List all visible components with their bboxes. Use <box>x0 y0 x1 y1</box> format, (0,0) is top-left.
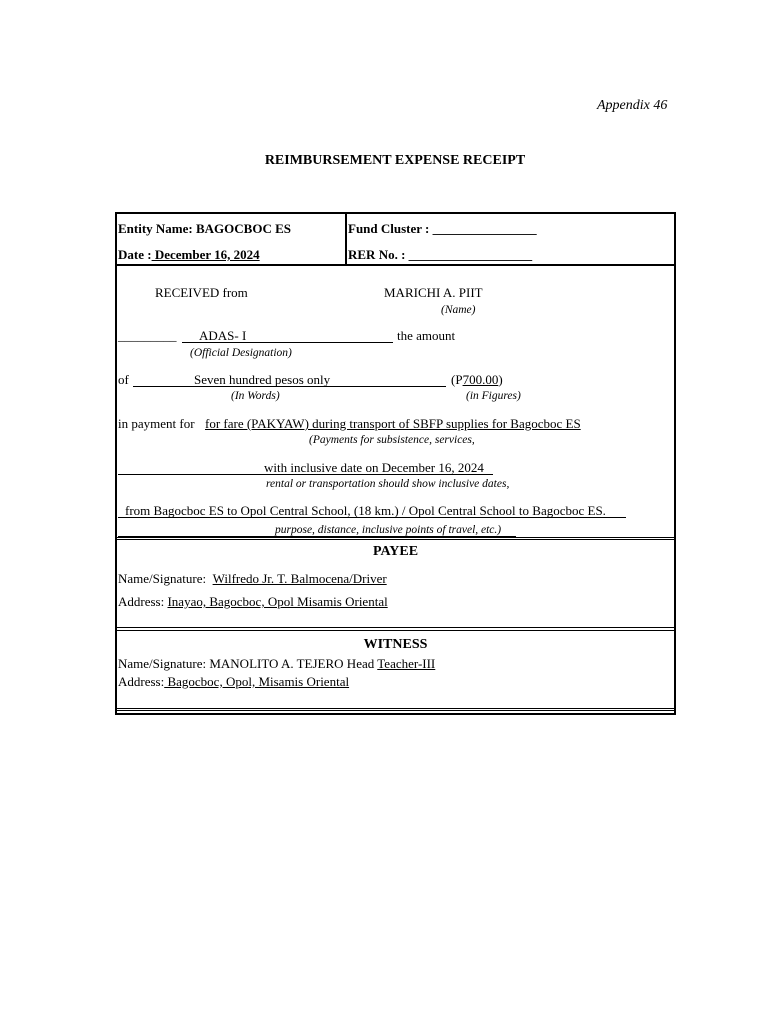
amount-figures-suffix: ) <box>498 372 503 387</box>
inclusive-caption: rental or transportation should show inclusive dates, <box>266 478 510 490</box>
fund-cluster-blank: ________________ <box>432 221 537 236</box>
amount-words: Seven hundred pesos only <box>194 372 331 387</box>
rer-no <box>348 247 532 263</box>
witness-name-value: MANOLITO A. TEJERO Head <box>209 656 375 671</box>
witness-heading: WITNESS <box>363 637 428 652</box>
designation-prefix: _________ <box>118 328 177 343</box>
amount-words-caption: (In Words) <box>231 390 280 402</box>
witness-address-label: Address: <box>118 674 165 689</box>
amount-figures-value: 700.00 <box>462 372 499 387</box>
payment-text: for fare (PAKYAW) during transport of SBFP supplies for Bagocboc ES <box>205 416 581 431</box>
payee-top-line-2 <box>116 539 675 540</box>
witness-name-row <box>118 656 435 672</box>
appendix-label: Appendix 46 <box>597 98 668 113</box>
entity-name-label: Entity Name: <box>118 221 193 236</box>
fund-cluster <box>348 221 537 237</box>
witness-name-title: Teacher-III <box>377 656 436 671</box>
payee-heading: PAYEE <box>372 544 419 559</box>
amount-figures-prefix: (P <box>451 372 463 387</box>
amount-label: the amount <box>397 328 456 343</box>
amount-figures-caption: (in Figures) <box>466 390 521 402</box>
date-label: Date : <box>118 247 152 262</box>
witness-name-label: Name/Signature: <box>118 656 207 671</box>
payer-name: MARICHI A. PIIT <box>384 285 483 300</box>
payee-address-value: Inayao, Bagocboc, Opol Misamis Oriental <box>167 594 388 609</box>
fund-cluster-label: Fund Cluster : <box>348 221 433 236</box>
bottom-line-1 <box>116 708 675 709</box>
bottom-line-2 <box>116 710 675 711</box>
travel-text: from Bagocboc ES to Opol Central School, (18 km.) / Opol Central School to Bagocboc ES. <box>125 503 606 518</box>
rer-blank: ___________________ <box>408 247 533 262</box>
payee-name-value: Wilfredo Jr. T. Balmocena/Driver <box>212 571 387 586</box>
payee-address-label: Address: <box>118 594 165 609</box>
travel-caption: purpose, distance, inclusive points of travel, etc.) <box>275 524 502 536</box>
entity-name-value: BAGOCBOC ES <box>196 221 291 236</box>
payee-name-label: Name/Signature: <box>118 571 207 586</box>
witness-address-row <box>118 674 349 690</box>
document-title: REIMBURSEMENT EXPENSE RECEIPT <box>264 153 526 168</box>
date-field <box>118 247 260 263</box>
payee-name-row <box>118 571 387 587</box>
payment-caption: (Payments for subsistence, services, <box>309 434 475 446</box>
header-bottom-line <box>116 264 675 266</box>
name-caption: (Name) <box>441 304 476 316</box>
witness-address-value: Bagocboc, Opol, Misamis Oriental <box>164 674 350 689</box>
designation-caption: (Official Designation) <box>190 347 292 359</box>
rer-label: RER No. : <box>348 247 409 262</box>
payee-top-line-1 <box>116 537 675 538</box>
witness-top-line-1 <box>116 627 675 628</box>
entity-name <box>118 221 291 237</box>
header-divider <box>345 213 347 265</box>
received-from-label: RECEIVED from <box>155 285 248 300</box>
payee-address-row <box>118 594 388 610</box>
designation-value: ADAS- I <box>199 328 247 343</box>
inclusive-text: with inclusive date on December 16, 2024 <box>264 460 484 475</box>
date-value: December 16, 2024 <box>151 247 260 262</box>
payment-label: in payment for <box>118 416 195 431</box>
witness-top-line-2 <box>116 630 675 631</box>
amount-figures <box>451 372 503 388</box>
of-label: of <box>118 372 129 387</box>
